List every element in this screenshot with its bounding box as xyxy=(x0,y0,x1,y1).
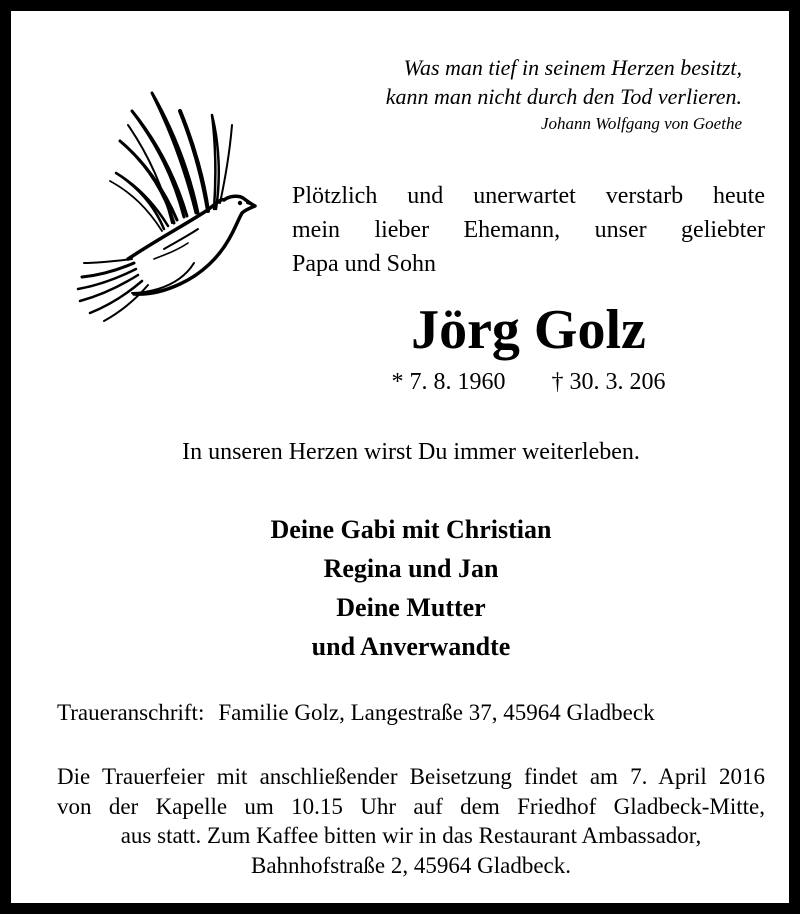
quote-line: kann man nicht durch den Tod verlieren. xyxy=(385,84,742,109)
quote-author: Johann Wolfgang von Goethe xyxy=(541,114,742,133)
mourner-line: Regina und Jan xyxy=(323,554,499,583)
intro-text xyxy=(292,179,765,281)
ceremony-line: aus statt. Zum Kaffee bitten wir in das Restaurant Ambassador, xyxy=(120,823,702,848)
ceremony-text xyxy=(57,762,765,880)
intro-line: Papa und Sohn xyxy=(292,251,436,277)
death-date: † 30. 3. 206 xyxy=(551,369,666,395)
mourner-line: Deine Mutter xyxy=(336,593,486,622)
ceremony-line: von der Kapelle um 10.15 Uhr auf dem Friedhof Gladbeck-Mitte, xyxy=(57,793,765,819)
ceremony-line: Bahnhofstraße 2, 45964 Gladbeck. xyxy=(250,852,571,878)
birth-date: * 7. 8. 1960 xyxy=(391,369,506,395)
deceased-name: Jörg Golz xyxy=(411,299,646,361)
mourning-address xyxy=(57,697,765,729)
memorial-motto: In unseren Herzen wirst Du immer weiterleben. xyxy=(182,439,640,465)
intro-line: Plötzlich und unerwartet verstarb heute xyxy=(292,183,765,209)
goethe-quote xyxy=(386,53,742,136)
quote-line: Was man tief in seinem Herzen besitzt, xyxy=(403,55,742,80)
life-dates xyxy=(292,366,765,398)
ceremony-line: Die Trauerfeier mit anschließender Beisetzung findet am 7. April 2016 xyxy=(57,764,765,789)
mourner-line: Deine Gabi mit Christian xyxy=(270,515,552,544)
address-label: Traueranschrift: xyxy=(57,700,205,725)
intro-line: mein lieber Ehemann, unser geliebter xyxy=(292,217,765,243)
dove-icon xyxy=(66,63,266,328)
mourners-list xyxy=(22,510,800,666)
mourner-line: und Anverwandte xyxy=(311,632,511,661)
address-value: Familie Golz, Langestraße 37, 45964 Gladbeck xyxy=(218,700,655,725)
